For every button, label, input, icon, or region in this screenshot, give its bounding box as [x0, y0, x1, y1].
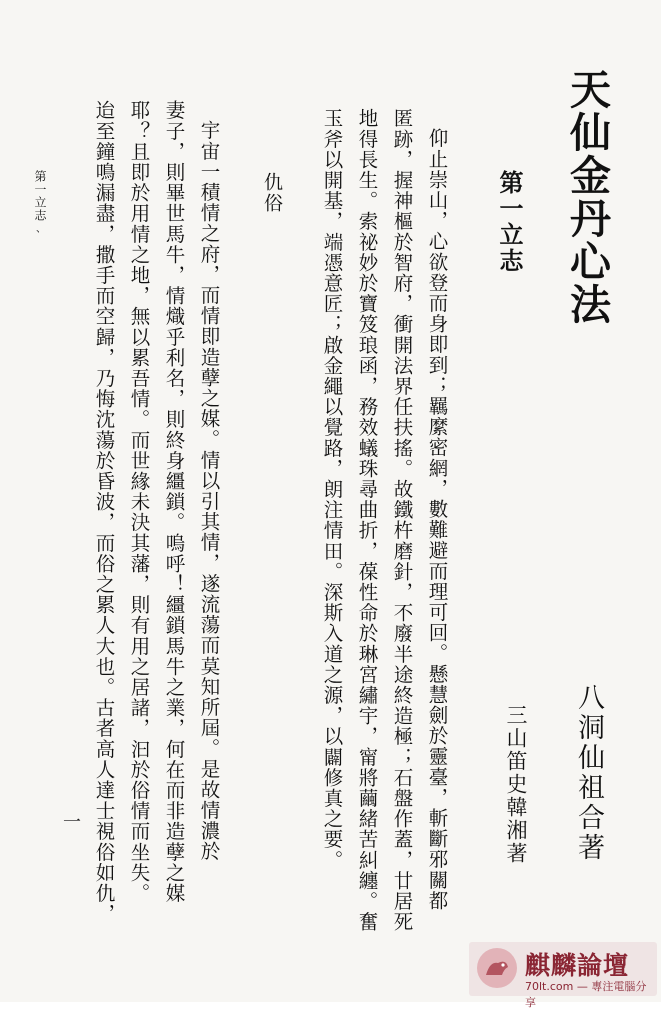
editor-line: 三山笛史韓湘著: [504, 704, 528, 865]
page-number: 一: [63, 812, 81, 833]
watermark-logo-text: 麒麟論壇: [525, 951, 630, 980]
book-title: 天仙金丹心法: [563, 68, 611, 326]
paragraph2-column-1: 宇宙一積情之府，而情即造孽之媒。情以引其情，遂流蕩而莫知所屆。是故情濃於: [197, 120, 221, 862]
paragraph1-column-3: 地得長生。索祕妙於寶笈琅函，務效蟻珠尋曲折，葆性命於琳宮繡宇，甯將繭緒苦糾纏。奮: [355, 108, 379, 932]
watermark-banner: [469, 942, 657, 1009]
paragraph1-column-4: 玉斧以開基，端憑意匠；啟金繩以覺路，朗注情田。深斯入道之源，以闢修真之要。: [320, 108, 344, 871]
paragraph2-column-4: 迨至鐘鳴漏盡，撒手而空歸，乃悔沈蕩於昏波，而俗之累人大也。古者高人達士視俗如仇，: [92, 100, 116, 924]
watermark-url: 70lt.com — 專注電腦分享: [525, 980, 647, 1009]
running-head: 第一立志: [33, 170, 47, 222]
author-line: 八洞仙祖合著: [573, 683, 604, 863]
paragraph1-column-1: 仰止崇山，心欲登而身即到；羈縻密網，數難避而理可回。懸慧劍於靈臺，斬斷邪關都: [425, 128, 449, 911]
dot-mark: 、: [36, 224, 46, 235]
subheading: 仇俗: [261, 172, 283, 214]
paragraph2-column-3: 耶？且即於用情之地，無以累吾情。而世緣未決其藩，則有用之居諸，汩於俗情而坐失。: [127, 100, 151, 904]
qilin-logo-icon: [477, 948, 517, 988]
section-title: 第一立志: [495, 170, 524, 274]
paragraph2-column-2: 妻子，則畢世馬牛，情熾乎利名，則終身繮鎖。嗚呼！繮鎖馬牛之業，何在而非造孽之媒: [162, 100, 186, 904]
paragraph1-column-2: 匿跡，握神樞於智府，衝開法界任扶搖。故鐵杵磨針，不廢半途終造極；石盤作蓋，廿居死: [390, 108, 414, 932]
